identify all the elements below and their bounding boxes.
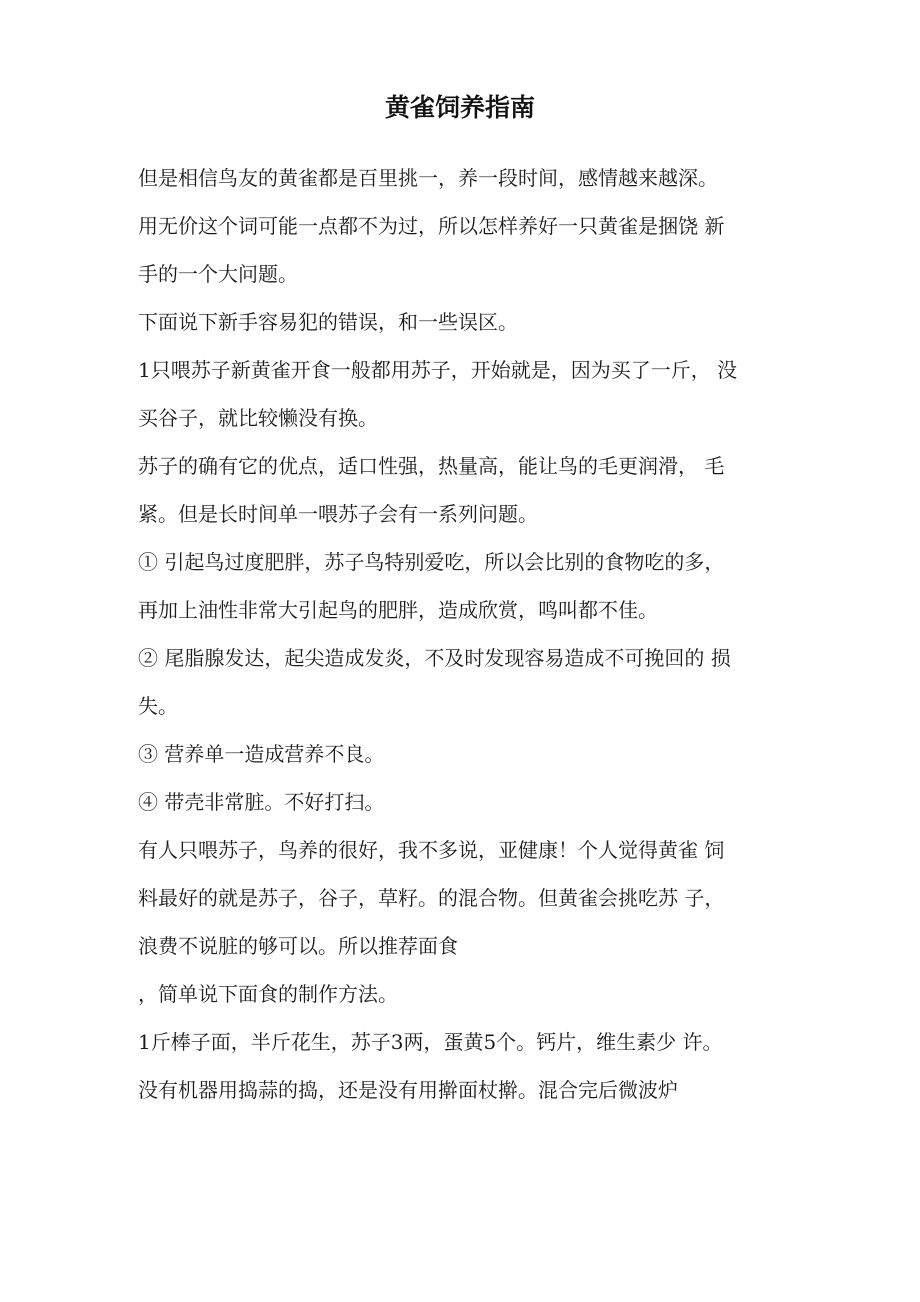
text-line: 没有机器用捣蒜的捣，还是没有用擀面杖擀。混合完后微波炉 — [138, 1078, 678, 1102]
text-line: 料最好的就是苏子，谷子，草籽。的混合物。但黄雀会挑吃苏 子， — [138, 886, 725, 910]
text-line: ③ 营养单一造成营养不良。 — [138, 742, 385, 766]
text-line: 失。 — [138, 694, 178, 718]
text-line: 1只喂苏子新黄雀开食一般都用苏子，开始就是，因为买了一斤， 没 — [138, 358, 738, 382]
body-text — [138, 154, 798, 1114]
text-line: 但是相信鸟友的黄雀都是百里挑一，养一段时间，感情越来越深。 — [138, 166, 718, 190]
text-line: 再加上油性非常大引起鸟的肥胖，造成欣赏，鸣叫都不佳。 — [138, 598, 658, 622]
text-line: ① 引起鸟过度肥胖，苏子鸟特别爱吃，所以会比别的食物吃的多， — [138, 550, 725, 574]
text-line: 下面说下新手容易犯的错误，和一些误区。 — [138, 310, 518, 334]
text-line: 用无价这个词可能一点都不为过，所以怎样养好一只黄雀是捆饶 新 — [138, 214, 725, 238]
text-line: ② 尾脂腺发达，起尖造成发炎，不及时发现容易造成不可挽回的 损 — [138, 646, 731, 670]
text-line: ，简单说下面食的制作方法。 — [138, 982, 398, 1006]
text-line: 有人只喂苏子，鸟养的很好，我不多说，亚健康！个人觉得黄雀 饲 — [138, 838, 725, 862]
page-title: 黄雀饲养指南 — [384, 93, 535, 122]
text-line: 手的一个大问题。 — [138, 262, 298, 286]
text-line: 1斤棒子面，半斤花生，苏子3两，蛋黄5个。钙片，维生素少 许。 — [138, 1030, 723, 1054]
text-line: 买谷子，就比较懒没有换。 — [138, 406, 378, 430]
text-line: 浪费不说脏的够可以。所以推荐面食 — [138, 934, 458, 958]
text-line: 紧。但是长时间单一喂苏子会有一系列问题。 — [138, 502, 538, 526]
text-line: ④ 带壳非常脏。不好打扫。 — [138, 790, 385, 814]
text-line: 苏子的确有它的优点，适口性强，热量高，能让鸟的毛更润滑， 毛 — [138, 454, 725, 478]
